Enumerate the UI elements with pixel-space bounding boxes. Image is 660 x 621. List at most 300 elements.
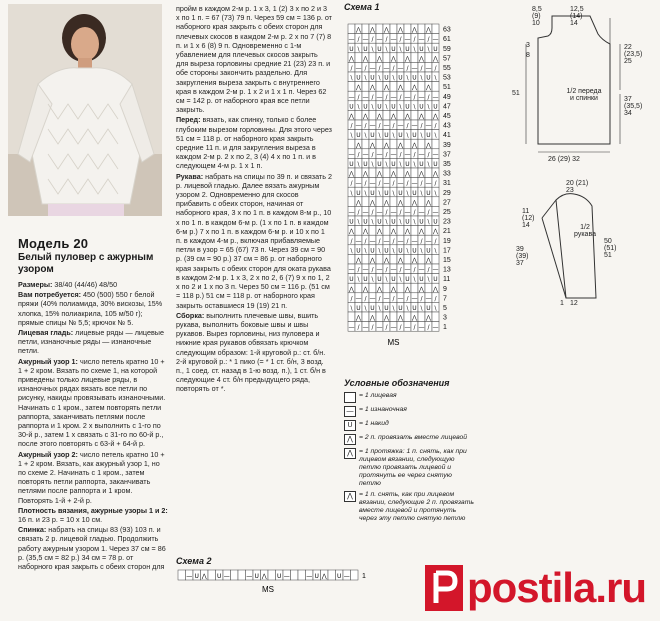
chart-cell-symbol: — bbox=[376, 324, 383, 332]
chart-cell-symbol: \ bbox=[399, 276, 402, 284]
chart-cell-symbol: / bbox=[357, 151, 360, 159]
chart-cell-symbol: \ bbox=[434, 247, 437, 255]
chart-cell bbox=[432, 312, 439, 322]
chart-cell-symbol: ⋀ bbox=[384, 257, 389, 264]
chart-cell-symbol: ⋀ bbox=[391, 285, 396, 293]
chart-cell-symbol: / bbox=[371, 266, 374, 274]
chart-cell-symbol: ⋀ bbox=[384, 26, 389, 34]
chart-cell-symbol: U bbox=[384, 132, 389, 140]
chart-cell-symbol: — bbox=[383, 237, 390, 245]
chart-row-number: 27 bbox=[443, 199, 451, 207]
shoulder-width-label: 12,5 (14) 14 bbox=[570, 6, 584, 27]
chart-cell bbox=[369, 168, 376, 178]
chart-cell-symbol: \ bbox=[378, 247, 381, 255]
chart-cell-symbol: / bbox=[350, 122, 353, 130]
chart-cell-symbol: \ bbox=[434, 132, 437, 140]
chart-cell-symbol: ⋀ bbox=[321, 573, 327, 580]
chart-cell-symbol: \ bbox=[420, 305, 423, 312]
chart-cell-symbol: — bbox=[348, 151, 355, 159]
chart-cell-symbol: ⋀ bbox=[419, 113, 424, 120]
chart-cell-symbol: U bbox=[370, 247, 375, 255]
chart-cell-symbol: / bbox=[420, 237, 423, 245]
chart-cell-symbol: — bbox=[306, 573, 313, 580]
chart-cell-symbol: \ bbox=[427, 45, 430, 53]
model-subtitle: Белый пуловер с ажурным узором bbox=[18, 252, 154, 275]
instruction-paragraph: Рукава: набрать на спицы по 39 п. и связать 2 р. лицевой гладью. Далее вязать ажурным узором 2. Одновременно для скосов прибавить с обеих сторон, начиная от наборного края, 3 х по 1 п. в каждом 8-м р., 10 х по 1 п. в каждом 6-м р. (1 х по 1 п. в каждом 6-м р.) 7 х по 1 п. в каждом 6-м р. и 10 х по 1 п. в каждом 4-м р., включая прибавляемые петли в узор = 65 (67) 73 п. Через 39 см = 90 р. (39 см = 90 р.) 37 см = 86 р. от наборного края закрыть с обеих сторон для оката рукава в каждом 2-м р. 1 х 3, 2 х по 2, 6 (7) 9 х по 1, 2 х по 2 и 1 х по 3 п. Через 50 см = 116 р. (51 см = 118 р.) 51 см = 118 р. от наборного края закрыть оставшиеся 19 (19) 21 п. bbox=[176, 171, 332, 310]
chart-cell-symbol: ⋀ bbox=[363, 170, 368, 178]
chart-cell bbox=[432, 254, 439, 264]
chart-cell-symbol: — bbox=[425, 122, 432, 130]
legend-title: Условные обозначения bbox=[344, 378, 450, 388]
chart-cell-symbol: U bbox=[363, 276, 368, 284]
chart-cell-symbol: / bbox=[427, 151, 430, 159]
chart-cell-symbol: ⋀ bbox=[412, 199, 417, 207]
chart-cell-symbol: U bbox=[405, 276, 410, 284]
chart-cell bbox=[418, 82, 425, 92]
chart-cell-symbol: ⋀ bbox=[398, 141, 403, 149]
instruction-paragraph: Вам потребуется: 450 (500) 550 г белой пряжи (40% полиамида, 30% вискозы, 15% хлопка, 15% полиакрила, 105 м/50 г); прямые спицы № 5,5; крючок № 5. bbox=[18, 290, 163, 327]
chart-cell-symbol: \ bbox=[413, 45, 416, 53]
chart-cell-symbol: \ bbox=[399, 45, 402, 53]
chart-cell-symbol: \ bbox=[392, 132, 395, 140]
chart-cell-symbol: — bbox=[383, 122, 390, 130]
chart-cell-symbol: ⋀ bbox=[356, 84, 361, 92]
chart-2 bbox=[176, 556, 376, 606]
chart-cell bbox=[404, 24, 411, 34]
chart-cell-symbol: U bbox=[433, 218, 438, 226]
chart-cell bbox=[355, 110, 362, 120]
chart-cell-symbol: / bbox=[420, 65, 423, 72]
chart-row-number: 51 bbox=[443, 84, 451, 92]
chart-row-number: 55 bbox=[443, 65, 451, 72]
chart-cell bbox=[404, 312, 411, 322]
chart-cell-symbol: \ bbox=[413, 276, 416, 284]
chart-cell-symbol: / bbox=[413, 209, 416, 216]
chart-cell-symbol: \ bbox=[350, 74, 353, 82]
instruction-paragraph: Плотность вязания, ажурные узоры 1 и 2: 16 п. и 23 р. = 10 х 10 см. bbox=[18, 505, 168, 525]
front-back-diagram bbox=[490, 4, 650, 174]
chart-cell-symbol: — bbox=[432, 93, 439, 101]
chart-row-number: 61 bbox=[443, 36, 451, 44]
chart-cell-symbol: U bbox=[384, 74, 389, 82]
chart-cell-symbol: / bbox=[357, 324, 360, 332]
chart-cell-symbol: ⋀ bbox=[398, 84, 403, 92]
chart-cell-symbol: — bbox=[432, 324, 439, 332]
chart-cell-symbol: / bbox=[371, 324, 374, 332]
chart-cell-symbol: — bbox=[362, 324, 369, 332]
chart-cell-symbol: ⋀ bbox=[412, 26, 417, 34]
chart-cell bbox=[328, 570, 336, 580]
chart-cell-symbol: — bbox=[369, 237, 376, 245]
chart-cell-symbol: \ bbox=[371, 218, 374, 226]
chart-cell-symbol: / bbox=[350, 237, 353, 245]
chart-cell-symbol: — bbox=[418, 324, 425, 332]
chart-cell-symbol: U bbox=[405, 161, 410, 168]
model-title: Модель 20 bbox=[18, 236, 89, 251]
chart-cell-symbol: — bbox=[376, 93, 383, 101]
width-label: 26 (29) 32 bbox=[548, 156, 580, 163]
chart-cell-symbol: / bbox=[406, 122, 409, 130]
left-3-label: 3 bbox=[526, 42, 530, 49]
chart-cell-symbol: — bbox=[397, 237, 404, 245]
chart-cell-symbol: — bbox=[369, 65, 376, 72]
chart-cell bbox=[418, 254, 425, 264]
chart-cell-symbol: \ bbox=[434, 74, 437, 82]
chart-cell-symbol: — bbox=[432, 266, 439, 274]
chart-cell bbox=[432, 82, 439, 92]
chart-cell-symbol: U bbox=[391, 161, 396, 168]
instruction-paragraph: Лицевая гладь: лицевые ряды — лицевые петли, изнаночные ряды — изнаночные петли. bbox=[18, 328, 164, 356]
chart-cell-symbol: — bbox=[355, 180, 362, 188]
chart-cell-symbol: \ bbox=[420, 132, 423, 140]
chart-cell-symbol: \ bbox=[357, 45, 360, 53]
chart-cell-symbol: — bbox=[369, 122, 376, 130]
chart-cell-symbol: U bbox=[356, 247, 361, 255]
chart-cell bbox=[362, 197, 369, 207]
chart-cell-symbol: — bbox=[411, 180, 418, 188]
chart-cell bbox=[404, 82, 411, 92]
chart-cell-symbol: ⋀ bbox=[384, 141, 389, 149]
chart-cell-symbol: / bbox=[434, 237, 437, 245]
chart-cell-symbol: U bbox=[419, 103, 424, 111]
postila-p-icon bbox=[425, 565, 463, 611]
chart-cell-symbol: — bbox=[418, 151, 425, 159]
chart-cell-symbol: \ bbox=[378, 132, 381, 140]
chart-cell-symbol: ⋀ bbox=[349, 228, 354, 236]
instruction-paragraph: Ажурный узор 1: число петель кратно 10 + 1 + 2 кром. Вязать по схеме 1, на которой приведены только лицевые ряды, в изнаночных рядах вязать все петли по рисунку, накиды провязывать изнаночными. Начинать с 1 кром., затем повторять петли раппорта, заканчивать петлями после раппорта и 1 кром. 2 х выполнить с 1-го по 30-й р., затем 1 х связать с 31-го по 60-й р., после этого повторять с 63-й + 64-й р. bbox=[18, 356, 166, 449]
chart-row-number: 49 bbox=[443, 93, 451, 101]
chart-cell-symbol: — bbox=[404, 324, 411, 332]
chart-cell-symbol: U bbox=[405, 218, 410, 226]
chart-cell-symbol: ⋀ bbox=[370, 26, 375, 34]
chart-cell-symbol: U bbox=[363, 218, 368, 226]
chart-cell-symbol: ⋀ bbox=[405, 55, 410, 63]
chart-cell-symbol: U bbox=[363, 103, 368, 111]
chart-cell-symbol: \ bbox=[357, 103, 360, 111]
chart-cell-symbol: \ bbox=[406, 132, 409, 140]
chart-cell-symbol: — bbox=[376, 209, 383, 216]
chart-cell-symbol: \ bbox=[434, 305, 437, 312]
chart-cell-symbol: U bbox=[370, 189, 375, 197]
chart-cell-symbol: ⋀ bbox=[426, 199, 431, 207]
chart-cell-symbol: — bbox=[348, 324, 355, 332]
chart-cell bbox=[291, 570, 299, 580]
legend-item: — = 1 изнаночная bbox=[344, 406, 474, 417]
chart-cell-symbol: — bbox=[376, 36, 383, 44]
chart-cell-symbol: — bbox=[397, 122, 404, 130]
chart-cell-symbol: \ bbox=[364, 74, 367, 82]
chart-cell-symbol: ⋀ bbox=[201, 573, 207, 580]
chart-cell bbox=[376, 254, 383, 264]
model-photo-illustration bbox=[8, 4, 162, 216]
chart-cell-symbol: / bbox=[385, 36, 388, 44]
chart-cell-symbol: U bbox=[363, 45, 368, 53]
chart-cell-symbol: U bbox=[337, 573, 342, 580]
chart-1-title: Схема 1 bbox=[344, 2, 380, 12]
instruction-paragraph: Спинка: набрать на спицы 83 (93) 103 п. и связать 2 р. лицевой гладью. Продолжить работу ажурным узором 1. Через 37 см = 86 р. (35,5 см = 82 р.) 34 см = 78 р. от наборного края закрыть с обеих сторон для bbox=[18, 525, 166, 572]
chart-cell bbox=[376, 312, 383, 322]
chart-cell-symbol: — bbox=[348, 266, 355, 274]
chart-cell-symbol: — bbox=[355, 295, 362, 303]
chart-cell-symbol: ⋀ bbox=[363, 285, 368, 293]
chart-cell-symbol: ⋀ bbox=[363, 55, 368, 63]
chart-cell-symbol: — bbox=[376, 266, 383, 274]
chart-cell-symbol: ⋀ bbox=[391, 228, 396, 236]
chart-cell-symbol: U bbox=[377, 45, 382, 53]
chart-cell-symbol: U bbox=[412, 132, 417, 140]
chart-cell-symbol: / bbox=[385, 151, 388, 159]
chart-cell bbox=[355, 226, 362, 236]
instruction-paragraph: пройм в каждом 2-м р. 1 х 3, 1 (2) 3 х по 2 и 3 х по 1 п. = 67 (73) 79 п. Через 59 см = 136 р. от наборного края закрыть с обеих сторон для плечевых скосов в каждом 2-м р. 2 х по 7 (7) 8 п. и 1 х 6 (8) 9 п. Одновременно с 1-м убавлением для плечевых скосов закрыть для выреза горловины средние 21 (23) 23 п. и обе стороны закончить раздельно. Для закругления выреза закрыть с внутреннего края в каждом 2-м р. 1 х 2 и 1 х 1 п. Через 62 см = 142 р. от наборного края все петли закрыть. bbox=[176, 4, 332, 115]
chart-cell-symbol: ⋀ bbox=[356, 199, 361, 207]
chart-cell-symbol: / bbox=[434, 180, 437, 188]
chart-cell-symbol: ⋀ bbox=[384, 84, 389, 92]
chart-cell-symbol: — bbox=[390, 209, 397, 216]
chart-row-number: 25 bbox=[443, 209, 451, 216]
chart-cell-symbol: ⋀ bbox=[426, 84, 431, 92]
chart-cell-symbol: / bbox=[427, 266, 430, 274]
chart-cell-symbol: ⋀ bbox=[433, 228, 438, 236]
chart-cell-symbol: U bbox=[314, 573, 319, 580]
chart-cell-symbol: \ bbox=[385, 103, 388, 111]
instruction-paragraph: Ажурный узор 2: число петель кратно 10 + 1 + 2 кром. Вязать, как ажурный узор 1, но по схеме 2. Начинать с 1 кром., затем повторять петли раппорта, заканчивать петлями после раппорта и 1 кром. Повторять 1-й + 2-й р. bbox=[18, 449, 165, 505]
chart-cell-symbol: \ bbox=[378, 305, 381, 312]
chart-cell-symbol: \ bbox=[385, 45, 388, 53]
chart-2-repeat-label: MS bbox=[262, 585, 274, 594]
chart-cell bbox=[383, 110, 390, 120]
chart-cell-symbol: U bbox=[412, 305, 417, 312]
chart-row-number: 41 bbox=[443, 132, 451, 140]
chart-cell-symbol: \ bbox=[392, 247, 395, 255]
sleeve-bottom-mark: 1 bbox=[560, 300, 564, 307]
chart-cell-symbol: / bbox=[420, 180, 423, 188]
chart-cell-symbol: / bbox=[357, 36, 360, 44]
chart-row-number: 13 bbox=[443, 266, 451, 274]
chart-cell-symbol: ⋀ bbox=[377, 113, 382, 120]
chart-cell-symbol: \ bbox=[406, 189, 409, 197]
chart-cell-symbol: ⋀ bbox=[405, 170, 410, 178]
chart-cell-symbol: \ bbox=[371, 161, 374, 168]
chart-cell-symbol: — bbox=[362, 209, 369, 216]
chart-cell-symbol: U bbox=[377, 218, 382, 226]
chart-cell-symbol: \ bbox=[357, 161, 360, 168]
chart-cell bbox=[397, 53, 404, 63]
chart-cell-symbol: \ bbox=[385, 276, 388, 284]
chart-row-number: 19 bbox=[443, 237, 451, 245]
chart-cell-symbol: / bbox=[357, 266, 360, 274]
chart-cell-symbol: ⋀ bbox=[391, 55, 396, 63]
chart-cell bbox=[348, 24, 355, 34]
purl-symbol: — bbox=[344, 406, 356, 417]
chart-cell-symbol: ⋀ bbox=[377, 228, 382, 236]
left-8-label: 8 bbox=[526, 52, 530, 59]
chart-cell-symbol: / bbox=[406, 295, 409, 303]
chart-cell-symbol: U bbox=[217, 573, 222, 580]
chart-cell bbox=[397, 226, 404, 236]
chart-cell-symbol: — bbox=[376, 151, 383, 159]
chart-cell-symbol: — bbox=[411, 122, 418, 130]
chart-cell-symbol: \ bbox=[378, 189, 381, 197]
chart-2-grid bbox=[176, 566, 376, 606]
chart-cell-symbol: — bbox=[369, 180, 376, 188]
chart-cell-symbol: ⋀ bbox=[356, 26, 361, 34]
chart-cell-symbol: / bbox=[357, 93, 360, 101]
chart-cell bbox=[383, 226, 390, 236]
chart-cell-symbol: / bbox=[364, 122, 367, 130]
chart-cell bbox=[369, 110, 376, 120]
chart-cell-symbol: ⋀ bbox=[412, 141, 417, 149]
chart-cell-symbol: \ bbox=[357, 276, 360, 284]
chart-cell-symbol: U bbox=[277, 573, 282, 580]
chart-cell bbox=[404, 254, 411, 264]
legend-item: ⋀ = 1 протяжка: 1 п. снять, как при лицевом вязании, следующую петлю провязать лицевой и протянуть ее через снятую петлю bbox=[344, 448, 474, 488]
chart-cell-symbol: / bbox=[399, 266, 402, 274]
chart-cell bbox=[390, 82, 397, 92]
chart-cell-symbol: — bbox=[418, 209, 425, 216]
chart-cell bbox=[376, 139, 383, 149]
legend-item: ⋀ = 2 п. провязать вместе лицевой bbox=[344, 434, 474, 445]
chart-cell-symbol: \ bbox=[392, 189, 395, 197]
chart-cell-symbol: U bbox=[412, 74, 417, 82]
chart-cell bbox=[238, 570, 246, 580]
chart-cell-symbol: — bbox=[397, 180, 404, 188]
chart-cell-symbol: ⋀ bbox=[370, 84, 375, 92]
chart-cell-symbol: ⋀ bbox=[377, 285, 382, 293]
chart-cell-symbol: \ bbox=[406, 247, 409, 255]
chart-cell-symbol: — bbox=[404, 36, 411, 44]
chart-cell-symbol: / bbox=[427, 93, 430, 101]
chart-cell-symbol: ⋀ bbox=[433, 55, 438, 63]
instruction-paragraph: Перед: вязать, как спинку, только с более глубоким вырезом горловины. Для этого через 51 см = 118 р. от наборного края закрыть средние 11 п. и для закругления выреза в каждом 2-м р. 2 х по 2, 3 (4) 4 х по 1 п. и в следующем 4-м р. 1 х 1 п. bbox=[176, 115, 332, 171]
chart-row-number: 17 bbox=[443, 247, 451, 255]
chart-cell-symbol: / bbox=[350, 65, 353, 72]
chart-cell bbox=[362, 139, 369, 149]
chart-cell-symbol: ⋀ bbox=[433, 113, 438, 120]
chart-cell-symbol: / bbox=[371, 209, 374, 216]
chart-cell bbox=[418, 197, 425, 207]
chart-cell-symbol: ⋀ bbox=[405, 285, 410, 293]
chart-row-number: 3 bbox=[443, 314, 447, 322]
chart-cell-symbol: — bbox=[411, 65, 418, 72]
chart-cell-symbol: / bbox=[427, 209, 430, 216]
chart-cell-symbol: — bbox=[418, 36, 425, 44]
chart-row-number: 1 bbox=[443, 324, 447, 332]
chart-cell-symbol: U bbox=[377, 161, 382, 168]
postila-logo[interactable] bbox=[425, 564, 646, 612]
instructions-middle bbox=[176, 4, 332, 395]
chart-cell-symbol: / bbox=[392, 180, 395, 188]
chart-cell bbox=[411, 283, 418, 293]
chart-cell-symbol: U bbox=[398, 74, 403, 82]
chart-cell bbox=[369, 53, 376, 63]
chart-cell-symbol: \ bbox=[371, 103, 374, 111]
chart-cell-symbol: — bbox=[369, 295, 376, 303]
chart-cell-symbol: U bbox=[426, 305, 431, 312]
chart-cell-symbol: / bbox=[392, 295, 395, 303]
chart-cell-symbol: — bbox=[348, 209, 355, 216]
chart-cell-symbol: — bbox=[432, 151, 439, 159]
chart-cell-symbol: U bbox=[405, 45, 410, 53]
chart-cell-symbol: / bbox=[420, 295, 423, 303]
yarn-over-symbol: U bbox=[344, 420, 356, 431]
chart-cell-symbol: / bbox=[413, 324, 416, 332]
chart-cell-symbol: / bbox=[371, 36, 374, 44]
chart-cell-symbol: U bbox=[433, 161, 438, 168]
chart-cell-symbol: U bbox=[398, 247, 403, 255]
chart-cell bbox=[376, 197, 383, 207]
chart-cell-symbol: U bbox=[426, 74, 431, 82]
chart-cell-symbol: \ bbox=[392, 74, 395, 82]
chart-cell bbox=[355, 168, 362, 178]
chart-cell bbox=[369, 226, 376, 236]
chart-cell-symbol: \ bbox=[378, 74, 381, 82]
chart-cell-symbol: / bbox=[364, 237, 367, 245]
chart-cell bbox=[348, 254, 355, 264]
chart-cell-symbol: ⋀ bbox=[377, 55, 382, 63]
sleeve-cap-label: 11 (12) 14 bbox=[522, 208, 535, 229]
chart-cell-symbol: / bbox=[420, 122, 423, 130]
chart-cell-symbol: ⋀ bbox=[370, 199, 375, 207]
chart-cell-symbol: \ bbox=[364, 247, 367, 255]
chart-row-number: 31 bbox=[443, 180, 451, 188]
chart-cell-symbol: ⋀ bbox=[405, 228, 410, 236]
postila-logo-mark bbox=[425, 565, 463, 611]
chart-cell bbox=[425, 168, 432, 178]
chart-cell-symbol: ⋀ bbox=[391, 170, 396, 178]
knit-symbol bbox=[344, 392, 356, 403]
chart-cell-symbol: \ bbox=[364, 132, 367, 140]
chart-cell bbox=[432, 24, 439, 34]
chart-2-title: Схема 2 bbox=[176, 556, 212, 566]
chart-cell-symbol: / bbox=[371, 151, 374, 159]
chart-cell-symbol: U bbox=[349, 276, 354, 284]
chart-cell-symbol: U bbox=[426, 189, 431, 197]
chart-cell-symbol: ⋀ bbox=[419, 285, 424, 293]
chart-cell-symbol: — bbox=[390, 93, 397, 101]
chart-cell bbox=[390, 24, 397, 34]
chart-cell-symbol: \ bbox=[364, 189, 367, 197]
chart-cell-symbol: U bbox=[254, 573, 259, 580]
chart-cell-symbol: U bbox=[433, 45, 438, 53]
chart-cell-symbol: \ bbox=[427, 161, 430, 168]
chart-cell-symbol: \ bbox=[399, 103, 402, 111]
model-photo bbox=[8, 4, 162, 216]
chart-cell-symbol: U bbox=[356, 132, 361, 140]
chart-cell-symbol: ⋀ bbox=[426, 257, 431, 264]
chart-cell bbox=[404, 197, 411, 207]
chart-cell-symbol: U bbox=[370, 132, 375, 140]
chart-cell-symbol: / bbox=[385, 324, 388, 332]
chart-cell bbox=[418, 312, 425, 322]
chart-cell-symbol: — bbox=[362, 93, 369, 101]
chart-cell bbox=[390, 312, 397, 322]
chart-cell-symbol: ⋀ bbox=[377, 170, 382, 178]
chart-cell-symbol: U bbox=[349, 103, 354, 111]
chart-cell-symbol: U bbox=[419, 161, 424, 168]
chart-cell bbox=[425, 283, 432, 293]
chart-cell-symbol: / bbox=[399, 151, 402, 159]
chart-cell-symbol: U bbox=[391, 45, 396, 53]
chart-row-number: 59 bbox=[443, 45, 451, 53]
chart-cell-symbol: ⋀ bbox=[349, 170, 354, 178]
chart-row-number: 47 bbox=[443, 103, 451, 111]
chart-cell-symbol: ⋀ bbox=[398, 314, 403, 322]
chart-cell bbox=[268, 570, 276, 580]
chart-cell bbox=[383, 53, 390, 63]
chart-cell-symbol: — bbox=[186, 573, 193, 580]
chart-cell-symbol: / bbox=[399, 36, 402, 44]
chart-cell-symbol: ⋀ bbox=[419, 228, 424, 236]
